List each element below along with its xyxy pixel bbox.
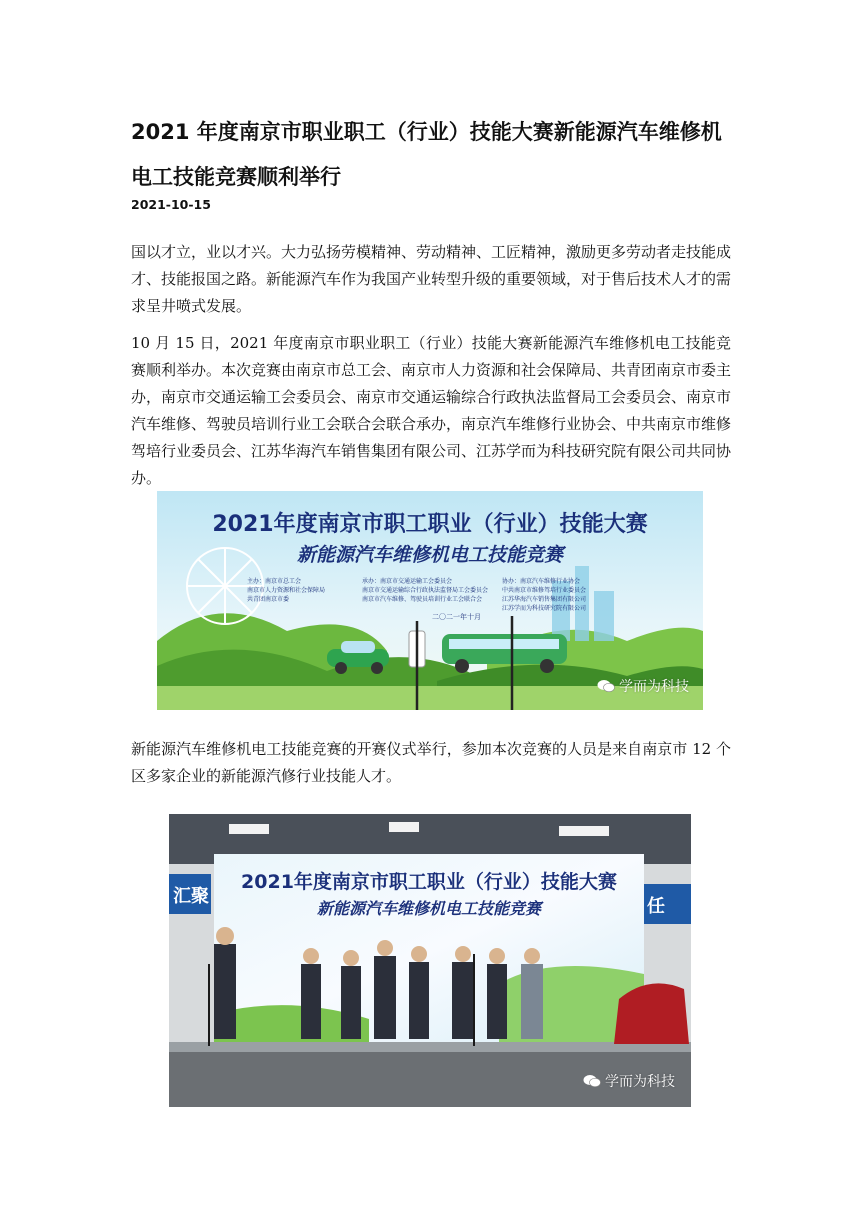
wechat-icon	[583, 1074, 601, 1088]
wall-sign-left: 汇聚	[173, 886, 209, 907]
banner-organizer: 中共南京市维修驾培行业委员会	[502, 587, 587, 594]
article-paragraph-2: 10 月 15 日，2021 年度南京市职业职工（行业）技能大赛新能源汽车维修机电工技能竞赛顺利举办。本次竞赛由南京市总工会、南京市人力资源和社会保障局、共青团南京市委主办，南京市交通运输工会委员会、南京市交通运输综合行政执法监督局工会委员会、南京市汽车维修、驾驶员培训行业工会联合会联合承办，南京汽车维修行业协会、中共南京市维修驾培行业委员会、江苏华海汽车销售集团有限公司、江苏学而为科技研究院有限公司共同协办。	[131, 334, 732, 487]
wall-sign-right: 任	[647, 896, 665, 917]
event-banner-photo	[157, 491, 703, 710]
watermark: 学而为科技	[597, 676, 689, 696]
banner-organizer: 承办：南京市交通运输工会委员会	[362, 578, 453, 585]
banner-organizer: 共青团南京市委	[247, 596, 290, 603]
article-paragraph-1: 国以才立，业以才兴。大力弘扬劳模精神、劳动精神、工匠精神，激励更多劳动者走技能成才、技能报国之路。新能源汽车作为我国产业转型升级的重要领域，对于售后技术人才的需求呈井喷式发展。	[131, 243, 732, 315]
wechat-icon	[597, 679, 615, 693]
banner-organizer: 协办：南京汽车维修行业协会	[502, 578, 581, 585]
banner-date: 二〇二一年十月	[432, 613, 481, 621]
ceremony-photo	[169, 814, 691, 1107]
banner-subheadline: 新能源汽车维修机电工技能竞赛	[296, 544, 564, 566]
watermark: 学而为科技	[583, 1071, 675, 1091]
article-paragraph-3: 新能源汽车维修机电工技能竞赛的开赛仪式举行，参加本次竞赛的人员是来自南京市 12 个区多家企业的新能源汽修行业技能人才。	[131, 740, 731, 785]
banner-organizer: 南京市汽车维修、驾驶员培训行业工会联合会	[362, 596, 483, 603]
banner-headline: 2021年度南京市职工职业（行业）技能大赛	[212, 512, 648, 537]
banner-organizer: 江苏华海汽车销售集团有限公司	[502, 596, 587, 603]
banner-organizer: 南京市人力资源和社会保障局	[247, 587, 326, 594]
article-date: 2021-10-15	[131, 197, 211, 212]
screen-headline: 2021年度南京市职工职业（行业）技能大赛	[241, 871, 617, 893]
banner-organizer: 江苏学而为科技研究院有限公司	[502, 605, 587, 612]
banner-organizer: 主办：南京市总工会	[247, 578, 302, 585]
screen-subheadline: 新能源汽车维修机电工技能竞赛	[316, 899, 542, 918]
article-title: 2021 年度南京市职业职工（行业）技能大赛新能源汽车维修机电工技能竞赛顺利举行	[131, 120, 722, 189]
banner-organizer: 南京市交通运输综合行政执法监督局工会委员会	[362, 587, 489, 594]
